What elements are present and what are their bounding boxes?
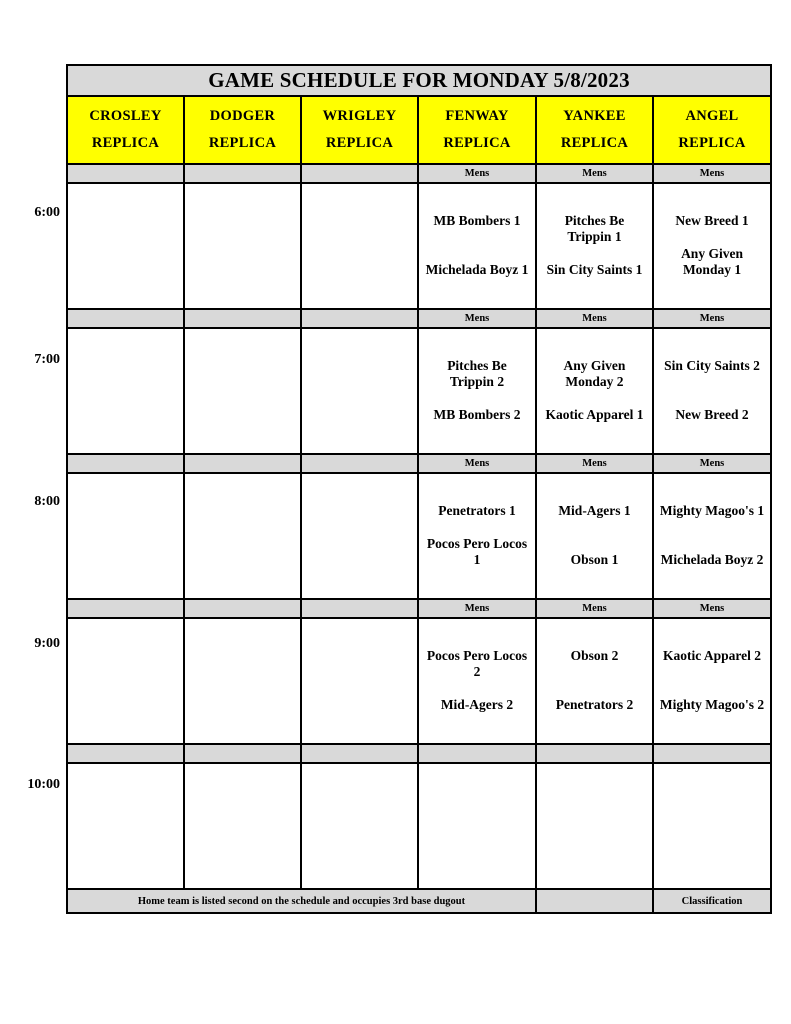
division-label: Mens [653,599,771,618]
field-name-line1: DODGER [209,108,276,125]
division-label [67,164,184,183]
game-cell [184,473,301,599]
game-cell [536,618,653,744]
home-team: Penetrators 2 [555,697,634,713]
away-team: Mighty Magoo's 1 [659,503,765,518]
division-row-6 [67,164,771,183]
division-label: Mens [653,164,771,183]
game-cell [653,473,771,599]
game-row-10 [67,763,771,889]
division-label [184,454,301,473]
game-cell [418,618,536,744]
game-cell [67,618,184,744]
division-label [67,454,184,473]
division-row-8 [67,454,771,473]
division-label [418,744,536,763]
home-team: Sin City Saints 1 [546,262,643,278]
field-header-crosley [67,96,184,164]
division-label: Mens [536,454,653,473]
time-label-7: 7:00 [34,352,60,367]
division-label: Mens [418,164,536,183]
home-team: MB Bombers 2 [433,407,521,423]
game-cell [184,328,301,454]
game-cell [536,763,653,889]
game-cell [301,763,418,889]
game-cell [653,183,771,309]
time-label-6: 6:00 [34,205,60,220]
division-label: Mens [418,599,536,618]
game-row-6 [67,183,771,309]
time-label-10: 10:00 [27,777,60,792]
away-team: Sin City Saints 2 [664,358,760,373]
game-cell [67,763,184,889]
footer-spacer [536,889,653,913]
game-cell [67,473,184,599]
division-label: Mens [536,164,653,183]
field-name-line1: FENWAY [445,108,509,125]
field-name-line2: REPLICA [208,135,277,151]
field-header-wrigley [301,96,418,164]
page-title: GAME SCHEDULE FOR MONDAY 5/8/2023 [67,65,771,96]
division-row-9 [67,599,771,618]
game-cell [418,763,536,889]
title-row [67,65,771,96]
footer-classification: Classification [653,889,771,913]
game-row-7 [67,328,771,454]
away-team: Pitches Be Trippin 1 [564,213,625,244]
field-name-line2: REPLICA [443,135,511,151]
division-label [301,309,418,328]
division-label: Mens [418,309,536,328]
game-cell [67,183,184,309]
field-name-line1: YANKEE [563,108,626,125]
game-cell [653,618,771,744]
home-team: Pocos Pero Locos 1 [426,536,528,568]
field-name-line2: REPLICA [91,135,160,151]
home-team: Obson 1 [570,552,619,568]
field-name-line1: WRIGLEY [322,108,397,125]
away-team: Obson 2 [570,648,619,663]
division-label: Mens [536,309,653,328]
schedule-table-container [66,64,770,914]
away-team: Penetrators 1 [438,503,516,518]
footer-note: Home team is listed second on the schedule and occupies 3rd base dugout [67,889,536,913]
game-row-9 [67,618,771,744]
division-label: Mens [418,454,536,473]
division-label [536,744,653,763]
game-cell [184,618,301,744]
division-label [184,744,301,763]
division-label [301,744,418,763]
footer-row [67,889,771,913]
division-label: Mens [536,599,653,618]
field-name-line1: ANGEL [685,108,739,125]
away-team: Pitches Be Trippin 2 [447,358,507,389]
game-schedule-table [66,64,772,914]
division-label [184,599,301,618]
division-label: Mens [653,309,771,328]
home-team: Michelada Boyz 2 [660,552,764,568]
division-label [301,454,418,473]
game-cell [536,183,653,309]
game-cell [653,328,771,454]
game-cell [536,473,653,599]
division-label [67,744,184,763]
division-label [184,309,301,328]
field-header-row [67,96,771,164]
game-cell [301,328,418,454]
division-label [67,599,184,618]
division-label [67,309,184,328]
division-label: Mens [653,454,771,473]
game-row-8 [67,473,771,599]
game-cell [536,328,653,454]
away-team: Kaotic Apparel 2 [663,648,762,663]
field-name-line2: REPLICA [560,135,629,151]
home-team: New Breed 2 [675,407,749,423]
game-cell [653,763,771,889]
game-cell [67,328,184,454]
field-name-line2: REPLICA [678,135,746,151]
game-cell [301,618,418,744]
field-header-yankee [536,96,653,164]
game-cell [418,183,536,309]
home-team: Mighty Magoo's 2 [659,697,765,713]
field-name-line2: REPLICA [325,135,394,151]
game-cell [301,473,418,599]
away-team: Any Given Monday 2 [563,358,626,389]
division-row-7 [67,309,771,328]
division-label [653,744,771,763]
division-label [301,164,418,183]
away-team: Pocos Pero Locos 2 [426,648,528,679]
division-row-10 [67,744,771,763]
game-cell [418,473,536,599]
away-team: MB Bombers 1 [433,213,521,228]
game-cell [418,328,536,454]
time-label-9: 9:00 [34,636,60,651]
home-team: Mid-Agers 2 [440,697,514,713]
home-team: Any Given Monday 1 [681,246,743,278]
field-name-line1: CROSLEY [89,108,162,125]
field-header-dodger [184,96,301,164]
field-header-angel [653,96,771,164]
game-cell [301,183,418,309]
away-team: Mid-Agers 1 [558,503,631,518]
home-team: Kaotic Apparel 1 [545,407,644,423]
time-label-8: 8:00 [34,494,60,509]
home-team: Michelada Boyz 1 [425,262,529,278]
game-cell [184,183,301,309]
field-header-fenway [418,96,536,164]
division-label [184,164,301,183]
away-team: New Breed 1 [675,213,749,228]
game-cell [184,763,301,889]
division-label [301,599,418,618]
